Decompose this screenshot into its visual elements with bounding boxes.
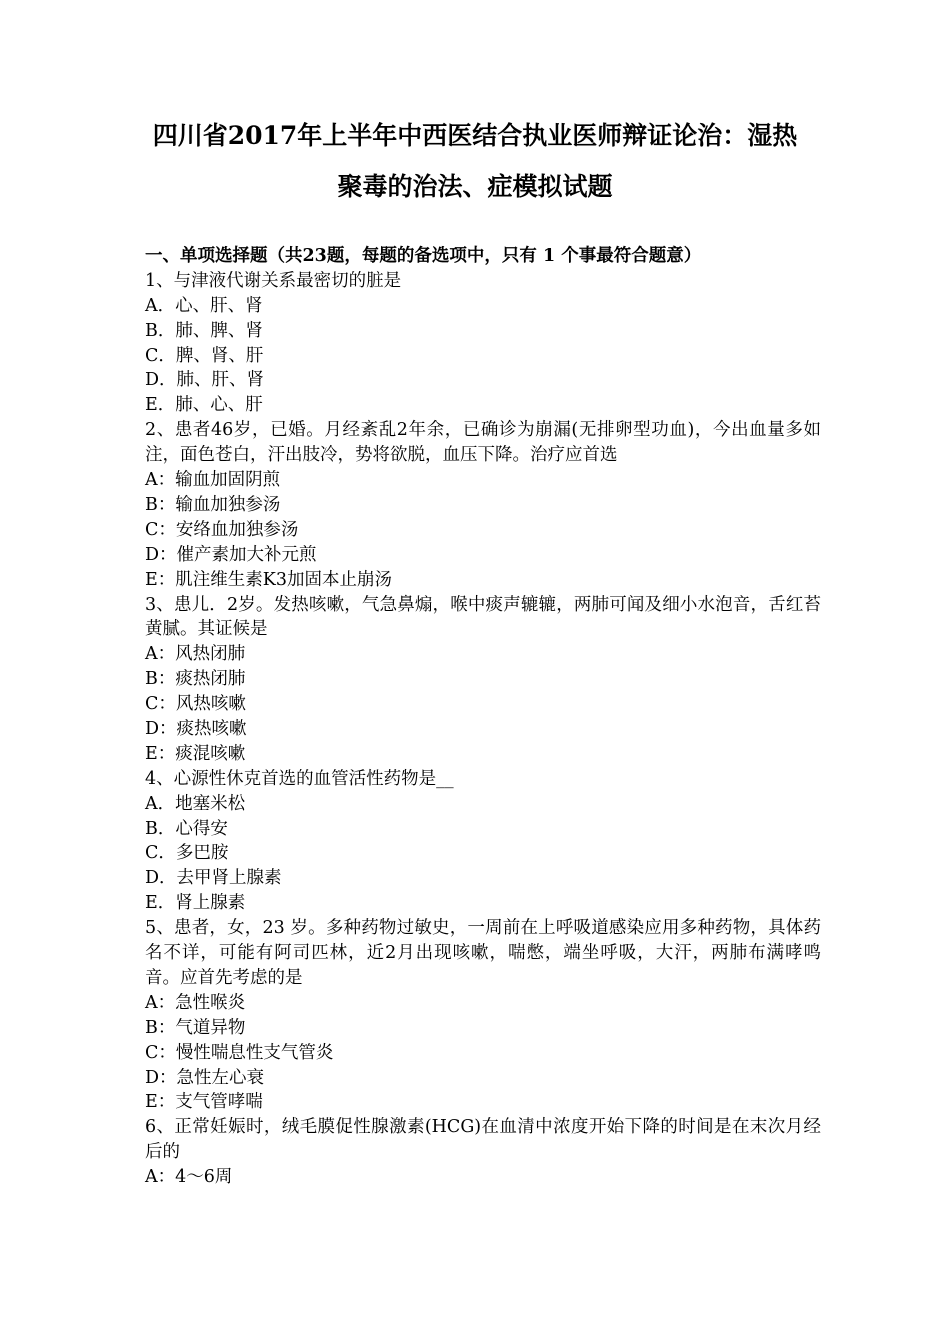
answer-option: E．肺、心、肝	[145, 395, 263, 416]
question-3	[145, 593, 821, 767]
question-2	[145, 418, 821, 592]
answer-option: C．多巴胺	[145, 843, 229, 864]
question-stem: 6、正常妊娠时，绒毛膜促性腺激素(HCG)在血清中浓度开始下降的时间是在末次月经后的	[145, 1117, 821, 1163]
answer-option: B．肺、脾、肾	[145, 320, 263, 341]
document-body	[145, 244, 821, 1190]
answer-option: A．心、肝、肾	[145, 295, 263, 316]
answer-option: A．地塞米松	[145, 793, 246, 814]
answer-option: D：痰热咳嗽	[145, 719, 247, 739]
answer-option: C：安络血加独参汤	[145, 519, 299, 540]
question-1	[145, 269, 821, 418]
question-stem: 4、心源性休克首选的血管活性药物是__	[145, 768, 454, 789]
answer-option: C：慢性喘息性支气管炎	[145, 1042, 334, 1063]
question-stem: 5、患者，女，23 岁。多种药物过敏史，一周前在上呼吸道感染应用多种药物，具体药名不详，可能有阿司匹林，近2月出现咳嗽，喘憋，端坐呼吸，大汗，两肺布满哮鸣音。应首先考虑的是	[145, 918, 821, 988]
answer-option: A：4～6周	[145, 1167, 233, 1188]
answer-option: D：催产素加大补元煎	[145, 544, 317, 565]
question-stem: 2、患者46岁，已婚。月经紊乱2年余，已确诊为崩漏(无排卵型功血)，今出血量多如注，面色苍白，汗出肢冷，势将欲脱，血压下降。治疗应首选	[145, 420, 821, 466]
answer-option: E．肾上腺素	[145, 893, 246, 914]
answer-option: D．去甲肾上腺素	[145, 868, 282, 889]
question-stem: 3、患儿．2岁。发热咳嗽，气急鼻煽，喉中痰声辘辘，两肺可闻及细小水泡音，舌红苔黄腻。其证候是	[145, 594, 821, 640]
answer-option: B：气道异物	[145, 1017, 246, 1038]
answer-option: C．脾、肾、肝	[145, 345, 264, 366]
section-heading: 一、单项选择题（共23题，每题的备选项中，只有 1 个事最符合题意）	[145, 246, 702, 266]
answer-option: A：急性喉炎	[145, 992, 246, 1013]
answer-option: D．肺、肝、肾	[145, 370, 265, 391]
answer-option: E：肌注维生素K3加固本止崩汤	[145, 569, 392, 590]
document-title-line-2: 聚毒的治法、症模拟试题	[337, 172, 613, 201]
document-title-line-1: 四川省2017年上半年中西医结合执业医师辩证论治：湿热	[152, 121, 798, 150]
answer-option: C：风热咳嗽	[145, 694, 246, 715]
answer-option: D：急性左心衰	[145, 1067, 265, 1088]
question-stem: 1、与津液代谢关系最密切的脏是	[145, 270, 402, 291]
answer-option: A：输血加固阴煎	[145, 470, 281, 491]
answer-option: B．心得安	[145, 818, 228, 839]
answer-option: A：风热闭肺	[145, 644, 246, 665]
answer-option: B：输血加独参汤	[145, 494, 281, 515]
question-6	[145, 1115, 821, 1190]
answer-option: B：痰热闭肺	[145, 669, 246, 690]
question-4	[145, 767, 821, 916]
answer-option: E：支气管哮喘	[145, 1092, 263, 1113]
answer-option: E：痰混咳嗽	[145, 743, 246, 764]
question-5	[145, 916, 821, 1115]
